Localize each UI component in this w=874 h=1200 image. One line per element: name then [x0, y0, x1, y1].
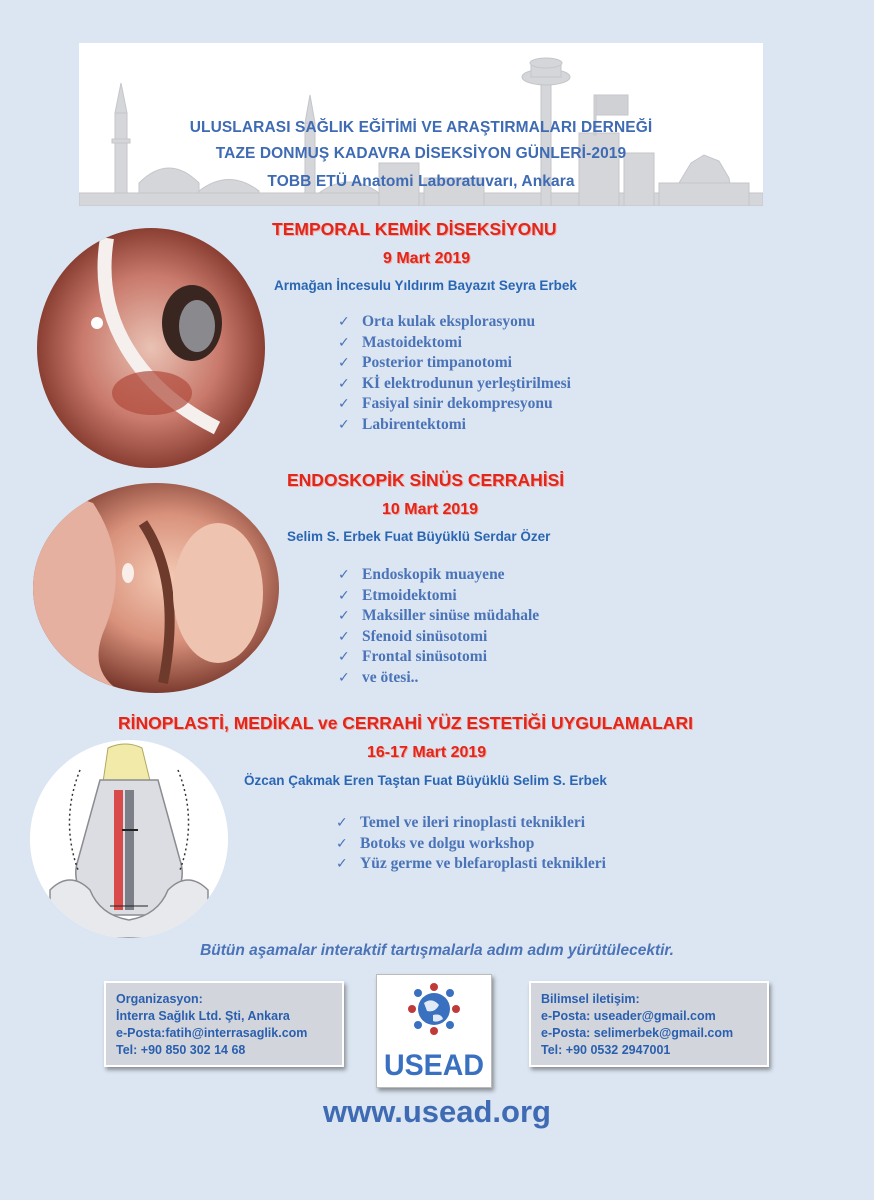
section-title-sinus: ENDOSKOPİK SİNÜS CERRAHİSİ	[287, 470, 565, 490]
check-icon: ✓	[338, 628, 350, 645]
section-instructors-sinus: Selim S. Erbek Fuat Büyüklü Serdar Özer	[287, 529, 551, 544]
usead-logo	[376, 974, 492, 1088]
check-icon: ✓	[338, 396, 350, 412]
endoscopic-sinus-photo	[33, 483, 279, 693]
organization-company: İnterra Sağlık Ltd. Şti, Ankara	[116, 1009, 290, 1023]
list-item: ✓ Etmoidektomi	[338, 586, 539, 607]
list-item: ✓ Orta kulak eksplorasyonu	[338, 312, 571, 333]
check-icon: ✓	[338, 375, 350, 392]
check-icon: ✓	[336, 835, 348, 852]
organization-email: e-Posta:fatih@interrasaglik.com	[116, 1026, 308, 1040]
topic-list-rhinoplasty	[336, 813, 606, 875]
check-icon: ✓	[338, 416, 350, 433]
organization-phone: Tel: +90 850 302 14 68	[116, 1043, 246, 1057]
scientific-email-1: e-Posta: useader@gmail.com	[541, 1009, 716, 1023]
list-item: ✓ Kİ elektrodunun yerleştirilmesi	[338, 374, 571, 395]
check-icon: ✓	[338, 608, 350, 624]
list-item: ✓ Frontal sinüsotomi	[338, 647, 539, 668]
section-instructors-temporal: Armağan İncesulu Yıldırım Bayazıt Seyra Erbek	[274, 278, 577, 293]
scientific-email-2: e-Posta: selimerbek@gmail.com	[541, 1026, 734, 1040]
check-icon: ✓	[338, 355, 350, 371]
rhinoplasty-diagram	[30, 740, 228, 938]
check-icon: ✓	[336, 856, 348, 872]
list-item: ✓ Fasiyal sinir dekompresyonu	[338, 394, 571, 415]
topic-list-sinus	[338, 565, 539, 688]
event-venue: TOBB ETÜ Anatomi Laboratuvarı, Ankara	[267, 173, 575, 190]
list-item: ✓ Maksiller sinüse müdahale	[338, 606, 539, 627]
scientific-contact-box	[529, 981, 769, 1067]
list-item: ✓ Yüz germe ve blefaroplasti teknikleri	[336, 854, 606, 875]
scientific-phone: Tel: +90 0532 2947001	[541, 1043, 671, 1057]
check-icon: ✓	[338, 334, 350, 351]
website-url: www.usead.org	[323, 1094, 551, 1129]
list-item: ✓ Mastoidektomi	[338, 333, 571, 354]
event-name: TAZE DONMUŞ KADAVRA DİSEKSİYON GÜNLERİ-2019	[215, 145, 627, 162]
temporal-bone-photo	[37, 228, 265, 468]
list-item: ✓ Posterior timpanotomi	[338, 353, 571, 374]
check-icon: ✓	[338, 587, 350, 604]
section-date-temporal: 9 Mart 2019	[383, 250, 471, 267]
organization-box	[104, 981, 344, 1067]
list-item: ✓ Endoskopik muayene	[338, 565, 539, 586]
check-icon: ✓	[338, 649, 350, 665]
section-instructors-rhinoplasty: Özcan Çakmak Eren Taştan Fuat Büyüklü Selim S. Erbek	[244, 773, 607, 788]
closing-statement: Bütün aşamalar interaktif tartışmalarla adım adım yürütülecektir.	[200, 942, 674, 959]
check-icon: ✓	[336, 815, 348, 831]
organization-heading: Organizasyon:	[116, 992, 203, 1006]
scientific-heading: Bilimsel iletişim:	[541, 992, 640, 1006]
section-title-rhinoplasty: RİNOPLASTİ, MEDİKAL ve CERRAHİ YÜZ ESTETİĞİ UYGULAMALARI	[118, 713, 693, 733]
list-item: ✓ Sfenoid sinüsotomi	[338, 627, 539, 648]
list-item: ✓ Temel ve ileri rinoplasti teknikleri	[336, 813, 606, 834]
check-icon: ✓	[338, 314, 350, 330]
globe-icon	[418, 993, 450, 1025]
header-banner	[79, 43, 763, 206]
association-name: ULUSLARASI SAĞLIK EĞİTİMİ VE ARAŞTIRMALARI DERNEĞİ	[189, 119, 653, 136]
check-icon: ✓	[338, 669, 350, 686]
check-icon: ✓	[338, 567, 350, 583]
section-date-sinus: 10 Mart 2019	[382, 501, 479, 518]
list-item: ✓ Labirentektomi	[338, 415, 571, 436]
section-date-rhinoplasty: 16-17 Mart 2019	[367, 744, 487, 761]
logo-text: USEAD	[384, 1049, 484, 1082]
list-item: ✓ ve ötesi..	[338, 668, 539, 689]
section-title-temporal: TEMPORAL KEMİK DİSEKSİYONU	[272, 219, 557, 239]
list-item: ✓ Botoks ve dolgu workshop	[336, 834, 606, 855]
topic-list-temporal	[338, 312, 571, 435]
